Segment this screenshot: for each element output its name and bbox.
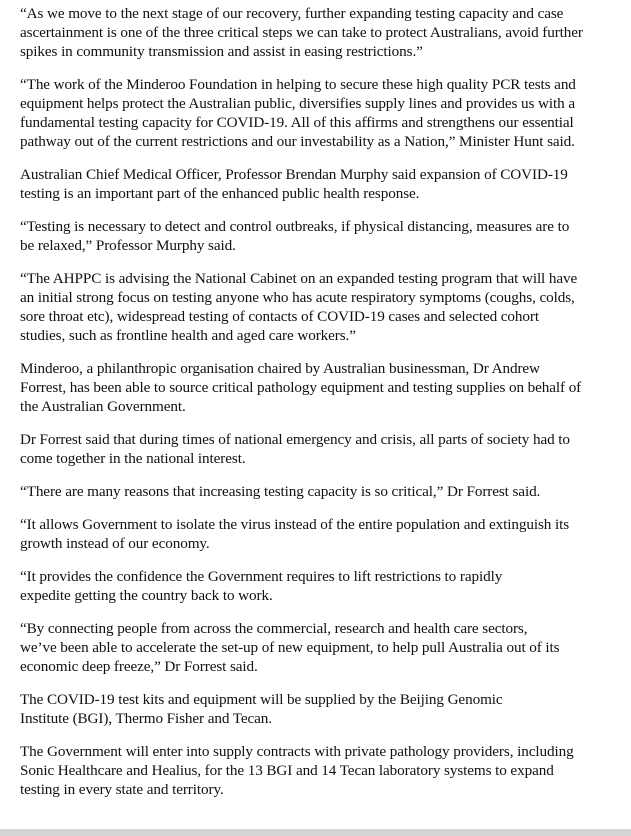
paragraph-minderoo-source: Minderoo, a philanthropic organisation chaired by Australian businessman, Dr Andrew Forrest, has been able to source critical pathology equipment and testing supplies on behalf of the Australian Government.: [20, 360, 582, 415]
paragraph-ahppc-quote: “The AHPPC is advising the National Cabinet on an expanded testing program that will have an initial strong focus on testing anyone who has acute respiratory symptoms (coughs, colds, sore throat etc), widespread testing of contacts of COVID-19 cases and selected cohort studies, such as frontline health and aged care workers.”: [20, 270, 578, 344]
paragraph-supply-contracts: The Government will enter into supply contracts with private pathology providers, including Sonic Healthcare and Healius, for the 13 BGI and 14 Tecan laboratory systems to expand testing in every state and territory.: [20, 743, 574, 798]
paragraph-hunt-quote-minderoo: “The work of the Minderoo Foundation in helping to secure these high quality PCR tests and equipment helps protect the Australian public, diversifies supply lines and provides us with a fundamental testing capacity for COVID-19. All of this affirms and strengthens our essential pathway out of the current restrictions and our investability as a Nation,” Minister Hunt said.: [20, 76, 576, 150]
paragraph-murphy-quote-testing: “Testing is necessary to detect and control outbreaks, if physical distancing, measures are to be relaxed,” Professor Murphy said.: [20, 218, 570, 254]
paragraph-forrest-quote-reasons: “There are many reasons that increasing testing capacity is so critical,” Dr Forrest said.: [20, 483, 541, 500]
paragraph-forrest-national-interest: Dr Forrest said that during times of national emergency and crisis, all parts of society had to come together in the national interest.: [20, 431, 570, 467]
paragraph-forrest-quote-isolate: “It allows Government to isolate the virus instead of the entire population and extinguish its growth instead of our economy.: [20, 516, 570, 552]
bottom-border: [0, 829, 631, 836]
paragraph-murphy-expansion: Australian Chief Medical Officer, Professor Brendan Murphy said expansion of COVID-19 testing is an important part of the enhanced public health response.: [20, 166, 568, 202]
paragraph-test-kit-suppliers: The COVID-19 test kits and equipment will be supplied by the Beijing Genomic Institute (BGI), Thermo Fisher and Tecan.: [20, 691, 503, 727]
paragraph-forrest-quote-connecting: “By connecting people from across the commercial, research and health care sectors, we’ve been able to accelerate the set-up of new equipment, to help pull Australia out of its economic deep freeze,” Dr Forrest said.: [20, 620, 560, 675]
paragraph-hunt-quote-recovery: “As we move to the next stage of our recovery, further expanding testing capacity and case ascertainment is one of the three critical steps we can take to protect Australians, avoid further spikes in community transmission and assist in easing restrictions.”: [20, 5, 583, 60]
paragraph-forrest-quote-confidence: “It provides the confidence the Government requires to lift restrictions to rapidly expedite getting the country back to work.: [20, 568, 503, 604]
